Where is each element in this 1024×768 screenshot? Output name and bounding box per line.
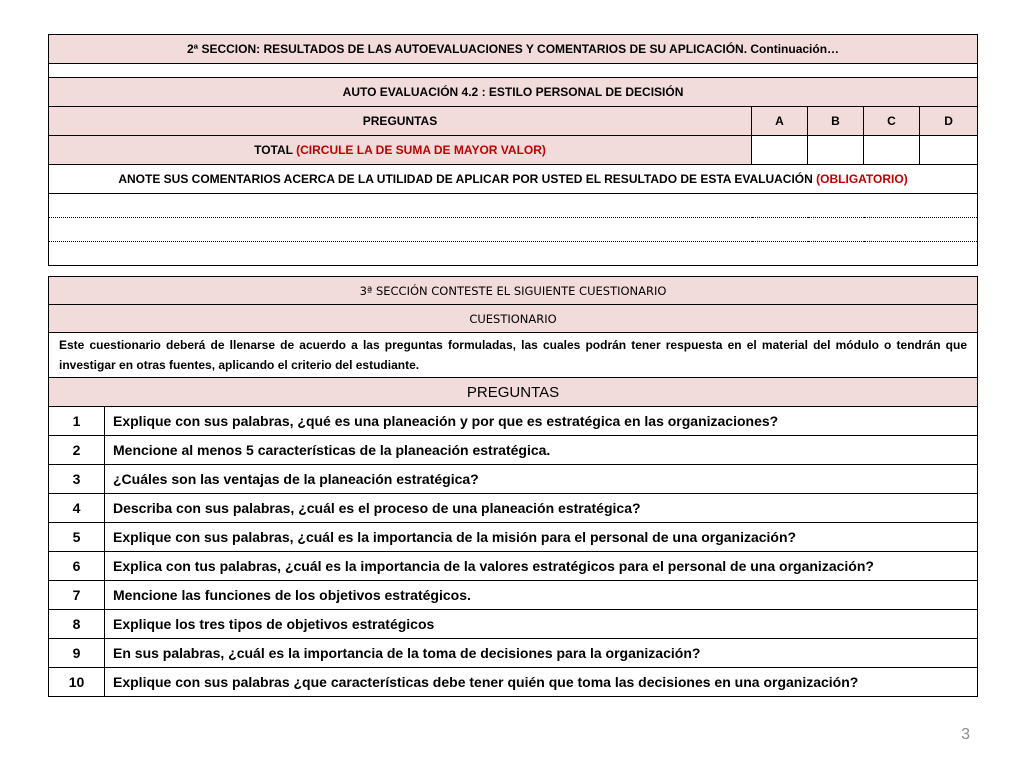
question-row [49, 552, 978, 581]
question-text: Mencione las funciones de los objetivos estratégicos. [105, 581, 978, 610]
total-row-label [49, 136, 752, 165]
question-row [49, 581, 978, 610]
section2-title: 2ª SECCION: RESULTADOS DE LAS AUTOEVALUACIONES Y COMENTARIOS DE SU APLICACIÓN. Continuación… [49, 35, 978, 64]
question-row [49, 494, 978, 523]
preguntas-header: PREGUNTAS [49, 107, 752, 136]
question-row [49, 407, 978, 436]
question-text: Explica con tus palabras, ¿cuál es la importancia de la valores estratégicos para el personal de una organización? [105, 552, 978, 581]
questionnaire-table [48, 276, 978, 697]
question-text: Describa con sus palabras, ¿cuál es el proceso de una planeación estratégica? [105, 494, 978, 523]
total-c-cell[interactable] [864, 136, 920, 165]
question-number: 3 [49, 465, 105, 494]
evaluation-title: AUTO EVALUACIÓN 4.2 : ESTILO PERSONAL DE DECISIÓN [49, 78, 978, 107]
comment-line-2[interactable] [49, 218, 978, 242]
question-row [49, 436, 978, 465]
question-number: 2 [49, 436, 105, 465]
question-text: Explique con sus palabras, ¿qué es una planeación y por que es estratégica en las organizaciones? [105, 407, 978, 436]
question-row [49, 465, 978, 494]
questionnaire-intro: Este cuestionario deberá de llenarse de acuerdo a las preguntas formuladas, las cuales podrán tener respuesta en el material del módulo o tendrán que investigar en otras fuentes, aplicando el criterio del estudiante. [49, 333, 978, 378]
comment-required-note: (OBLIGATORIO) [816, 172, 908, 186]
total-label: TOTAL [254, 143, 293, 157]
self-evaluation-table [48, 34, 978, 266]
column-b-header: B [808, 107, 864, 136]
questionnaire-subtitle: CUESTIONARIO [49, 305, 978, 333]
comment-line-3[interactable] [49, 242, 978, 266]
column-d-header: D [920, 107, 978, 136]
question-number: 9 [49, 639, 105, 668]
question-number: 7 [49, 581, 105, 610]
question-row [49, 610, 978, 639]
question-row [49, 523, 978, 552]
total-b-cell[interactable] [808, 136, 864, 165]
question-text: Explique con sus palabras ¿que características debe tener quién que toma las decisiones en una organización? [105, 668, 978, 697]
column-a-header: A [752, 107, 808, 136]
question-number: 6 [49, 552, 105, 581]
question-text: Mencione al menos 5 características de la planeación estratégica. [105, 436, 978, 465]
spacer-row [49, 64, 978, 78]
question-number: 4 [49, 494, 105, 523]
section3-title: 3ª SECCIÓN CONTESTE EL SIGUIENTE CUESTIONARIO [49, 277, 978, 305]
question-text: ¿Cuáles son las ventajas de la planeación estratégica? [105, 465, 978, 494]
comment-prompt [49, 165, 978, 194]
comment-line-1[interactable] [49, 194, 978, 218]
question-text: Explique los tres tipos de objetivos estratégicos [105, 610, 978, 639]
question-number: 10 [49, 668, 105, 697]
questions-header: PREGUNTAS [49, 378, 978, 407]
page-number: 3 [961, 726, 970, 743]
question-text: Explique con sus palabras, ¿cuál es la importancia de la misión para el personal de una organización? [105, 523, 978, 552]
total-d-cell[interactable] [920, 136, 978, 165]
question-number: 8 [49, 610, 105, 639]
question-row [49, 668, 978, 697]
question-number: 5 [49, 523, 105, 552]
question-number: 1 [49, 407, 105, 436]
comment-prompt-text: ANOTE SUS COMENTARIOS ACERCA DE LA UTILIDAD DE APLICAR POR USTED EL RESULTADO DE ESTA EVALUACIÓN [118, 172, 813, 186]
total-a-cell[interactable] [752, 136, 808, 165]
column-c-header: C [864, 107, 920, 136]
question-row [49, 639, 978, 668]
question-text: En sus palabras, ¿cuál es la importancia de la toma de decisiones para la organización? [105, 639, 978, 668]
total-note: (CIRCULE LA DE SUMA DE MAYOR VALOR) [296, 143, 546, 157]
